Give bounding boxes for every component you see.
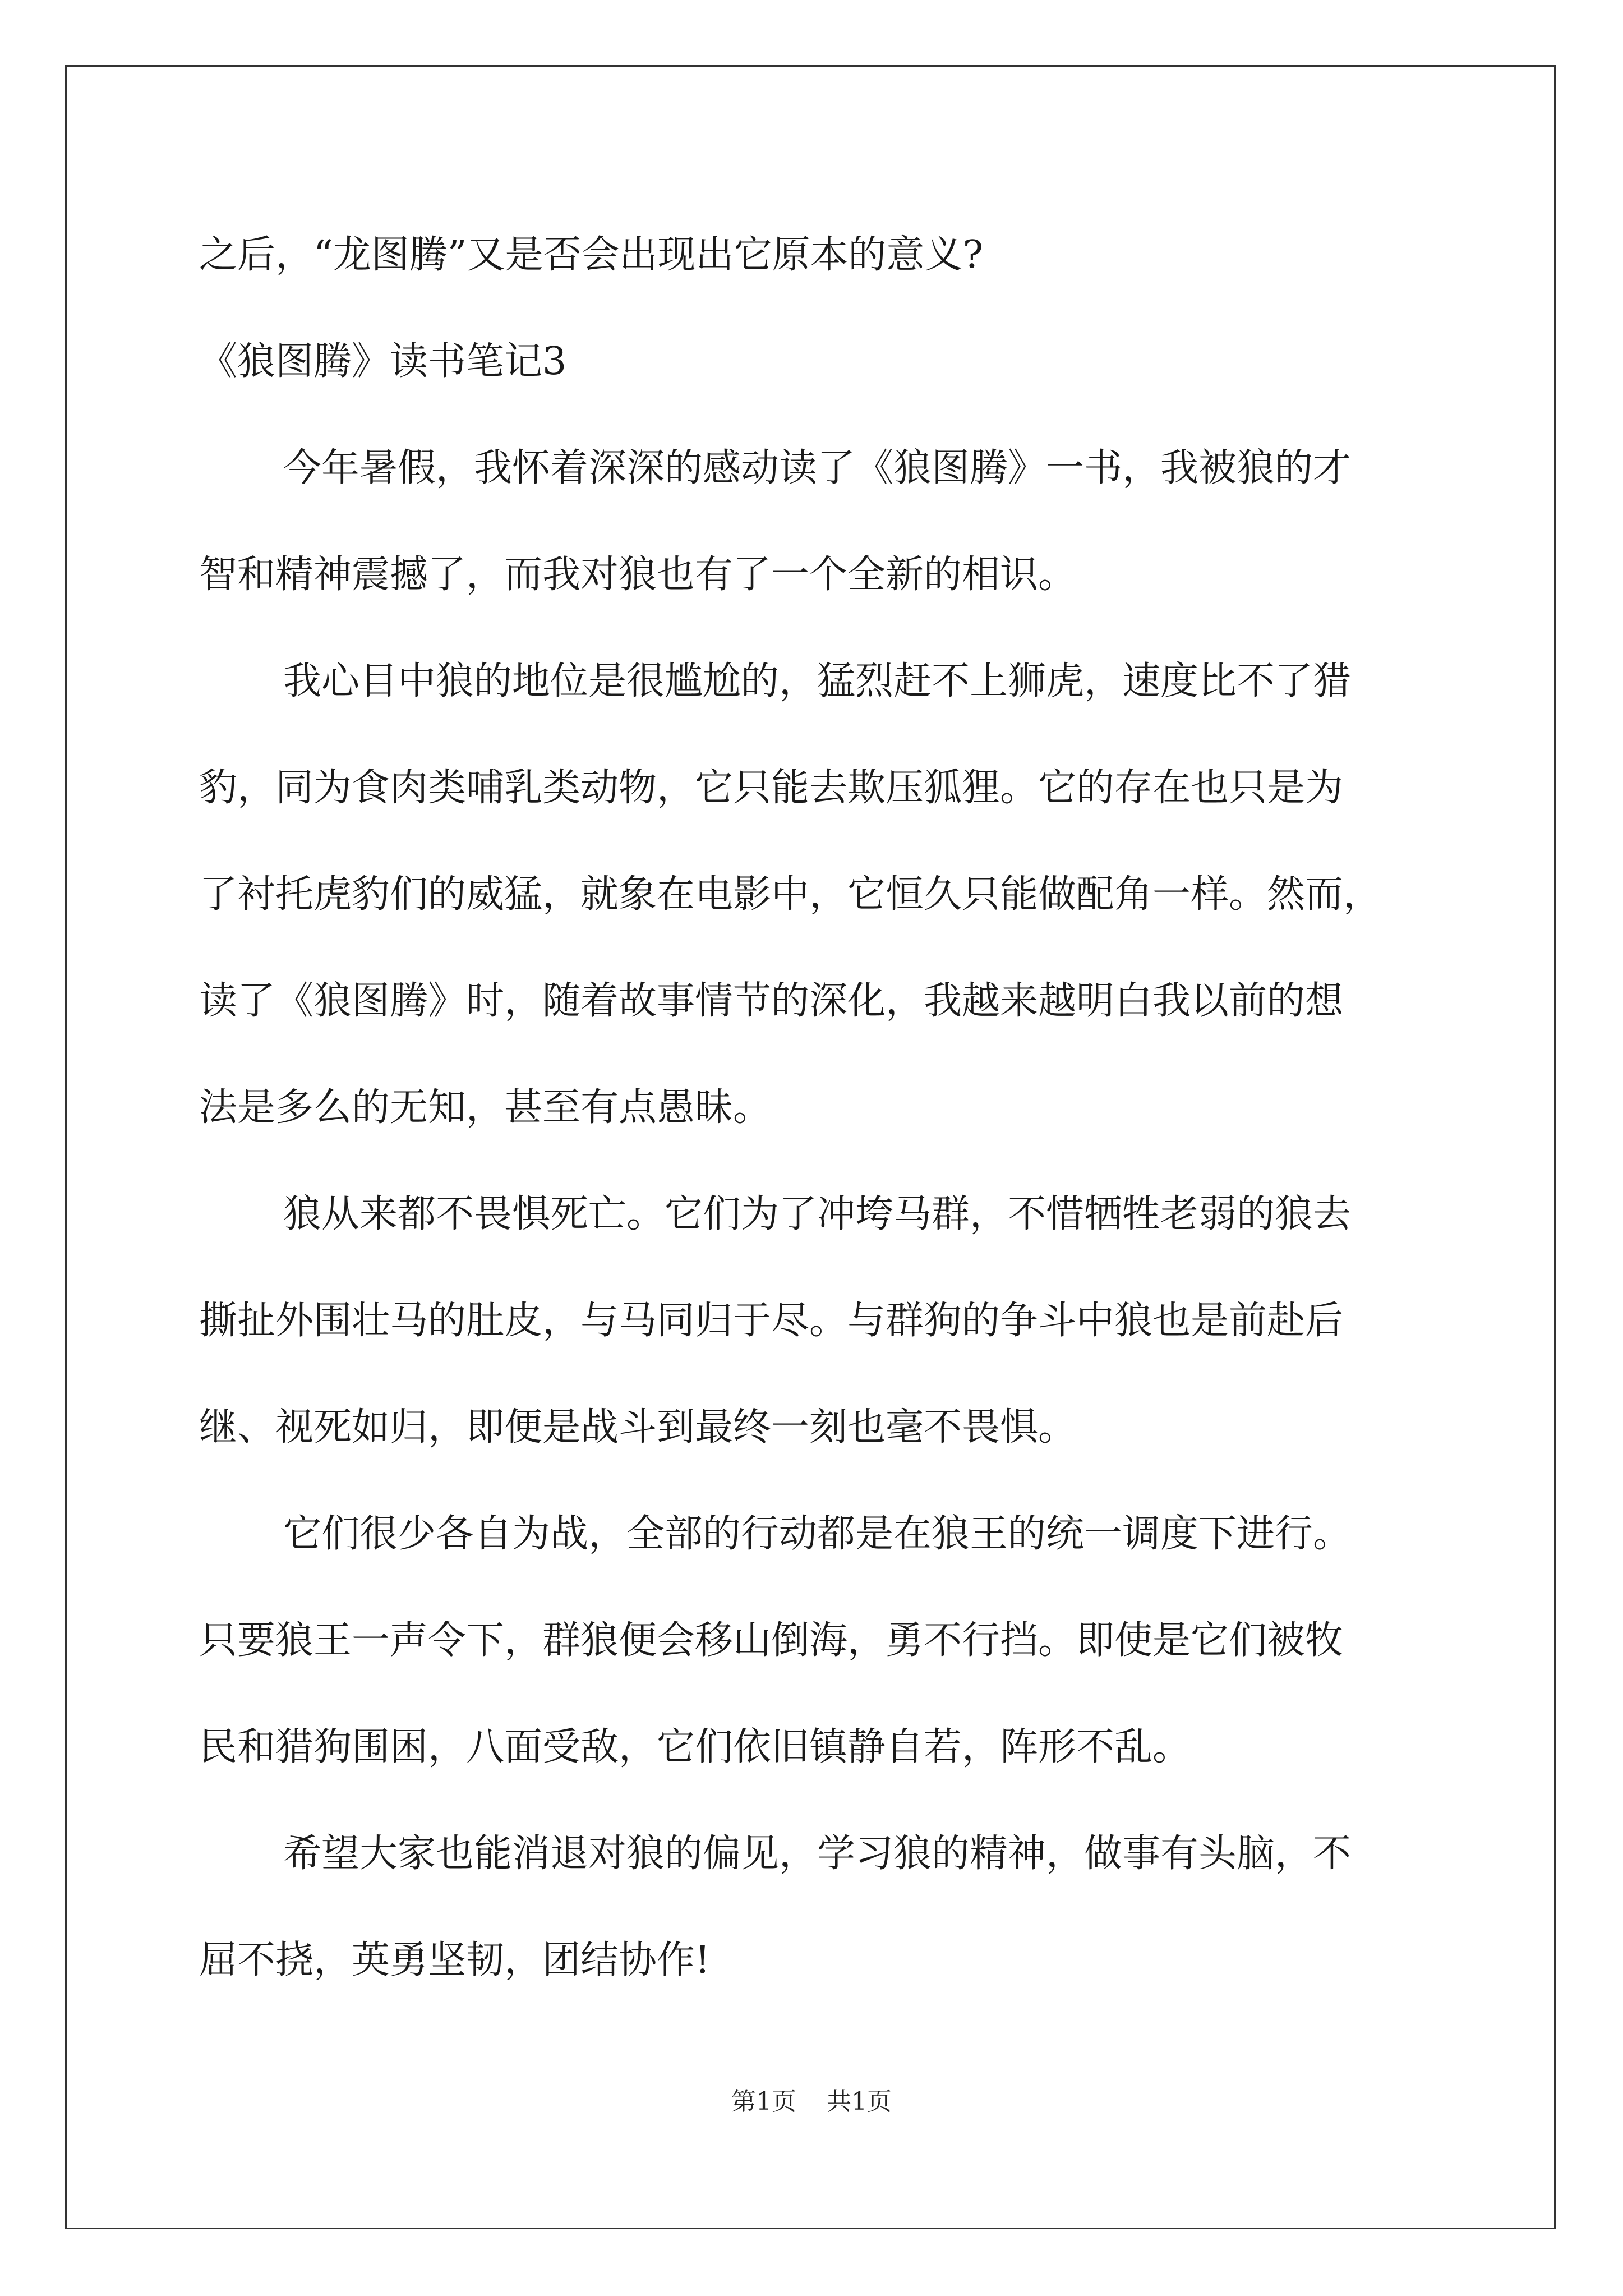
paragraph-4-line-2: 只要狼王一声令下，群狼便会移山倒海，勇不行挡。即使是它们被牧: [199, 1618, 1344, 1663]
document-body: [199, 202, 1427, 2014]
paragraph-5-line-2: 屈不挠，英勇坚韧，团结协作!: [199, 1938, 711, 1982]
paragraph-2-line-2: 豹，同为食肉类哺乳类动物，它只能去欺压狐狸。它的存在也只是为: [199, 766, 1344, 810]
paragraph-3-line-3: 继、视死如归，即便是战斗到最终一刻也毫不畏惧。: [199, 1405, 1077, 1450]
text-line-1: 之后，“龙图腾”又是否会出现出它原本的意义?: [199, 233, 983, 277]
page-footer: [0, 2081, 1623, 2117]
paragraph-1-line-2: 智和精神震撼了，而我对狼也有了一个全新的相识。: [199, 553, 1077, 597]
paragraph-2-line-1: 我心目中狼的地位是很尴尬的，猛烈赶不上狮虎，速度比不了猎: [283, 659, 1352, 703]
paragraph-4-line-1: 它们很少各自为战，全部的行动都是在狼王的统一调度下进行。: [283, 1512, 1352, 1556]
paragraph-1-line-1: 今年暑假，我怀着深深的感动读了《狼图腾》一书，我被狼的才: [283, 446, 1352, 490]
page-total: 共1页: [827, 2087, 892, 2116]
paragraph-2-line-4: 读了《狼图腾》时，随着故事情节的深化，我越来越明白我以前的想: [199, 979, 1344, 1023]
section-heading: 《狼图腾》读书笔记3: [199, 339, 567, 384]
page-number: 第1页: [731, 2087, 796, 2116]
paragraph-4-line-3: 民和猎狗围困，八面受敌，它们依旧镇静自若，阵形不乱。: [199, 1725, 1191, 1769]
paragraph-5-line-1: 希望大家也能消退对狼的偏见，学习狼的精神，做事有头脑，不: [283, 1832, 1352, 1876]
paragraph-3-line-2: 撕扯外围壮马的肚皮，与马同归于尽。与群狗的争斗中狼也是前赴后: [199, 1299, 1344, 1343]
paragraph-2-line-3: 了衬托虎豹们的威猛，就象在电影中，它恒久只能做配角一样。然而，: [199, 872, 1382, 917]
paragraph-3-line-1: 狼从来都不畏惧死亡。它们为了冲垮马群，不惜牺牲老弱的狼去: [283, 1192, 1352, 1236]
paragraph-2-line-5: 法是多么的无知，甚至有点愚昧。: [199, 1085, 772, 1130]
